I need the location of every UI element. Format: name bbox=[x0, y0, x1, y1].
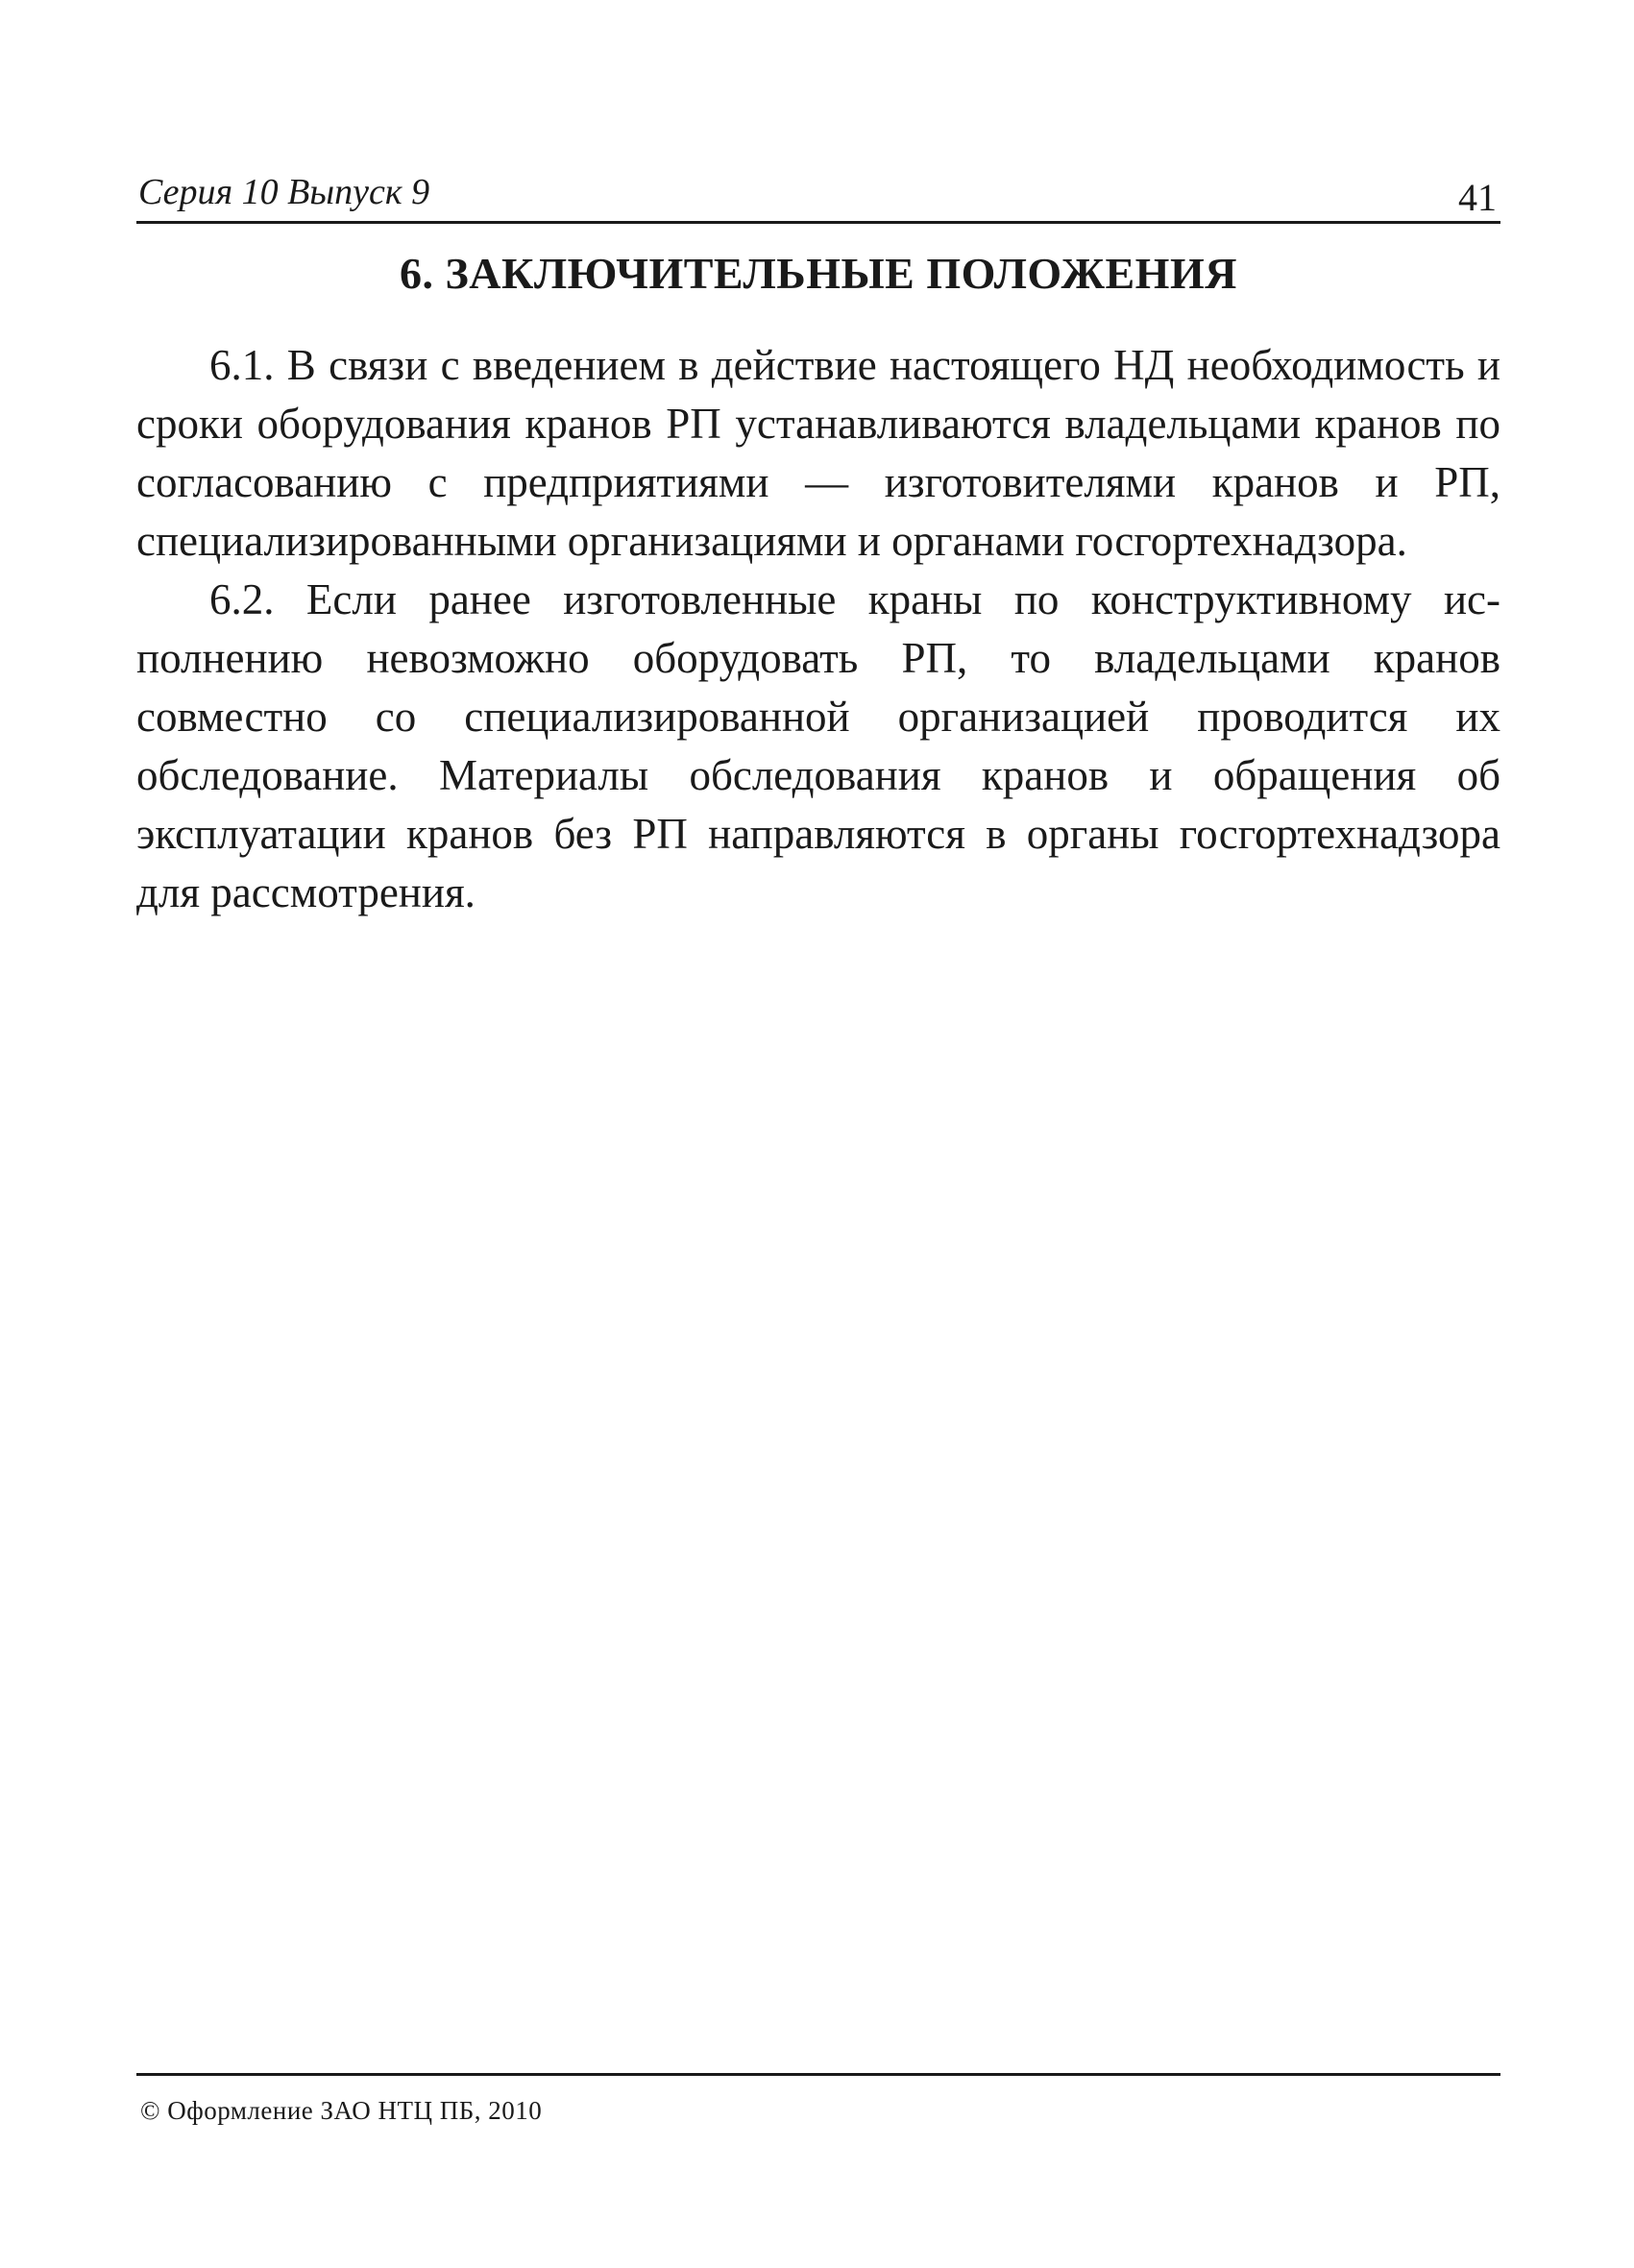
footer-copyright: © Оформление ЗАО НТЦ ПБ, 2010 bbox=[140, 2096, 543, 2125]
paragraph-6-1: 6.1. В связи с введением в действие настоящего НД необходимость и сроки оборудования кранов РП устанавливаются владельцами кранов по согласованию с предприятиями — изготовителями кранов и РП, специализированными организациями и органами госгортехнадзора. bbox=[136, 341, 1500, 565]
paragraph-6-2: 6.2. Если ранее изготовленные краны по конструктивному исполнению невозможно оборудовать РП, то владельцами кранов совместно со специализированной организацией проводится их обследование. Материалы обследования кранов и обращения об эксплуатации кранов без РП направляются в органы госгортехнадзора для рассмотрения. bbox=[136, 575, 1500, 916]
footer-rule bbox=[136, 2073, 1500, 2076]
body-text bbox=[136, 336, 1500, 922]
running-header bbox=[136, 169, 1500, 219]
page-number: 41 bbox=[1458, 176, 1497, 219]
header-rule bbox=[136, 221, 1500, 224]
section-title: 6. ЗАКЛЮЧИТЕЛЬНЫЕ ПОЛОЖЕНИЯ bbox=[400, 249, 1237, 298]
series-label: Серия 10 Выпуск 9 bbox=[138, 172, 430, 212]
